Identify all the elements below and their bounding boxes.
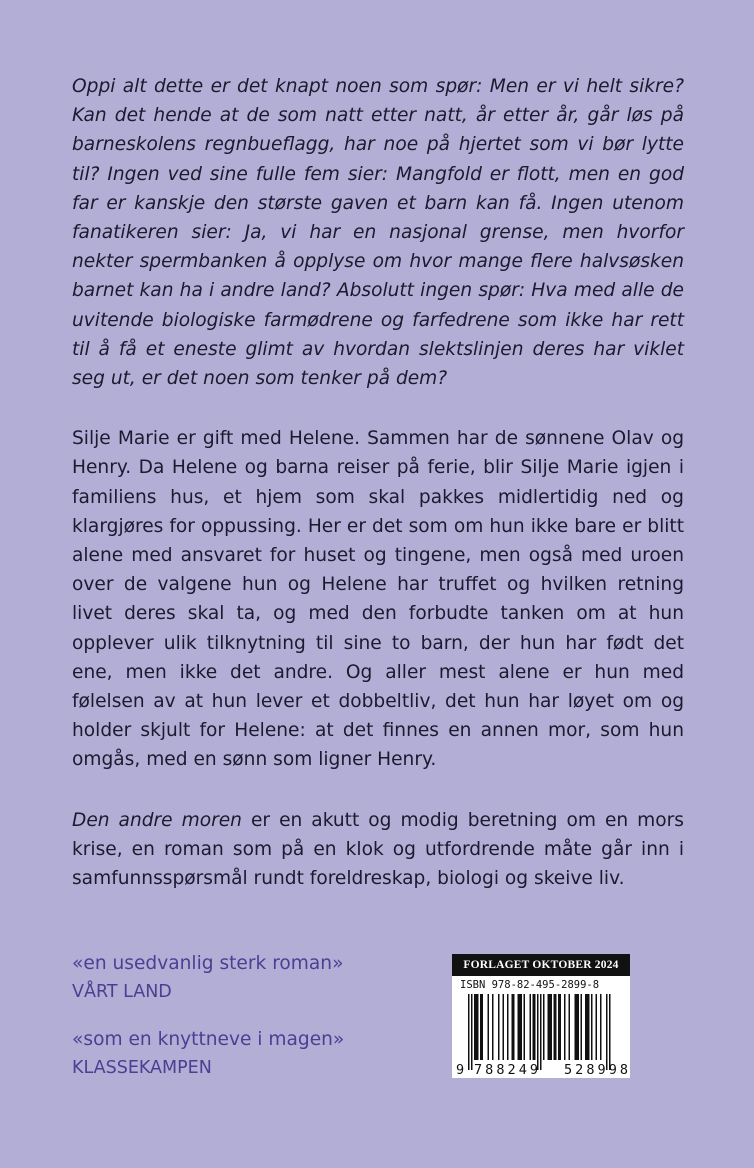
review-quotes: [72, 950, 412, 1082]
barcode-bar: [564, 994, 566, 1060]
review-source: KLASSEKAMPEN: [72, 1058, 212, 1078]
review-source: VÅRT LAND: [72, 982, 172, 1002]
barcode-bars: [452, 992, 630, 1078]
barcode-bar: [587, 994, 589, 1060]
review-quote: «som en knyttneve i magen»: [72, 1029, 345, 1050]
barcode-bar: [492, 994, 494, 1060]
barcode-bar: [488, 994, 490, 1060]
barcode-bar: [578, 994, 580, 1060]
barcode-bar: [518, 994, 520, 1060]
barcode-bar: [537, 994, 539, 1070]
barcode-bar: [524, 994, 526, 1060]
barcode-bar: [513, 994, 515, 1060]
barcode-bar: [576, 994, 578, 1060]
barcode-bar: [606, 994, 608, 1070]
summary-paragraph: Silje Marie er gift med Helene. Sammen har de sønnene Olav og Henry. Da Helene og barna reiser på ferie, blir Silje Marie igjen i familiens hus, et hjem som skal pakkes midlertidig ned og klargjøres for oppussing. Her er det som om hun ikke bare er blitt alene med ansvaret for huset og tingene, men også med uroen over de valgene hun og Helene har truffet og hvilken retning livet deres skal ta, og med den forbudte tanken om at hun opplever ulik tilknytning til sine to barn, der hun har født det ene, men ikke det andre. Og aller mest alene er hun med følelsen av at hun lever et dobbeltliv, det hun har løyet om og holder skjult for Helene: at det finnes en annen mor, som hun omgås, med en sønn som ligner Henry.: [72, 428, 684, 771]
pitch-text: er en akutt og modig beretning om en mors krise, en roman som på en klok og utfordrende måte går inn i samfunnsspørsmål rundt foreldreskap, biologi og skeive liv.: [72, 809, 684, 890]
barcode-bar: [558, 994, 560, 1060]
barcode-bar: [521, 994, 523, 1060]
barcode-bar: [477, 994, 479, 1060]
barcode-bar: [548, 994, 550, 1060]
barcode-bar: [476, 994, 478, 1060]
isbn-number: ISBN 978-82-495-2899-8: [460, 979, 600, 991]
intro-paragraph: Oppi alt dette er det knapt noen som spør: Men er vi helt sikre? Kan det hende at de som natt etter natt, år etter år, går løs på barneskolens regnbueflagg, har noe på hjertet som vi bør lytte til? Ingen ved sine fulle fem sier: Mangfold er flott, men en god far er kanskje den største gaven et barn kan få. Ingen utenom fanatikeren sier: Ja, vi har en nasjonal grense, men hvorfor nekter spermbanken å opplyse om hvor mange flere halvsøsken barnet kan ha i andre land? Absolutt ingen spør: Hva med alle de uvitende biologiske farmødrene og farfedrene som ikke har rett til å få et eneste glimt av hvordan slektslinjen deres har viklet seg ut, er det noen som tenker på dem?: [72, 76, 684, 390]
isbn-barcode: [452, 954, 630, 1078]
review-quote: «en usedvanlig sterk roman»: [72, 953, 344, 974]
barcode-bar: [575, 994, 577, 1060]
barcode-bar: [512, 994, 514, 1060]
barcode-digits-left: 788249: [474, 1062, 538, 1078]
barcode-bar: [591, 994, 593, 1060]
barcode-bar: [503, 994, 505, 1060]
barcode-bar: [468, 994, 470, 1070]
barcode-bar: [581, 994, 583, 1060]
barcode-bar: [534, 994, 536, 1060]
barcode-bar: [554, 994, 556, 1060]
barcode-digit-first: 9: [456, 1062, 465, 1078]
barcode-bar: [480, 994, 482, 1060]
barcode-bar: [569, 994, 571, 1060]
book-title: Den andre moren: [72, 809, 242, 831]
barcode-bar: [474, 994, 476, 1060]
barcode-bar: [498, 994, 500, 1060]
barcode-bar: [530, 994, 532, 1060]
barcode-bar: [551, 994, 553, 1060]
barcode-bar: [596, 994, 598, 1060]
publisher-label: FORLAGET OKTOBER 2024: [452, 954, 630, 976]
barcode-bar: [555, 994, 557, 1060]
back-cover-text: [72, 72, 684, 893]
barcode-bar: [549, 994, 551, 1060]
barcode-bar: [600, 994, 602, 1060]
barcode-bar: [609, 994, 611, 1070]
barcode-bar: [543, 994, 545, 1060]
barcode-bar: [588, 994, 590, 1060]
barcode-digits-right: 528998: [564, 1062, 628, 1078]
barcode-bar: [471, 994, 473, 1070]
barcode-bar: [482, 994, 484, 1060]
barcode-bar: [585, 994, 587, 1060]
pitch-paragraph: [72, 806, 684, 894]
barcode-bar: [519, 994, 521, 1060]
barcode-bar: [507, 994, 509, 1060]
barcode-bar: [533, 994, 535, 1060]
barcode-bar: [540, 994, 542, 1070]
barcode-bar: [560, 994, 562, 1060]
